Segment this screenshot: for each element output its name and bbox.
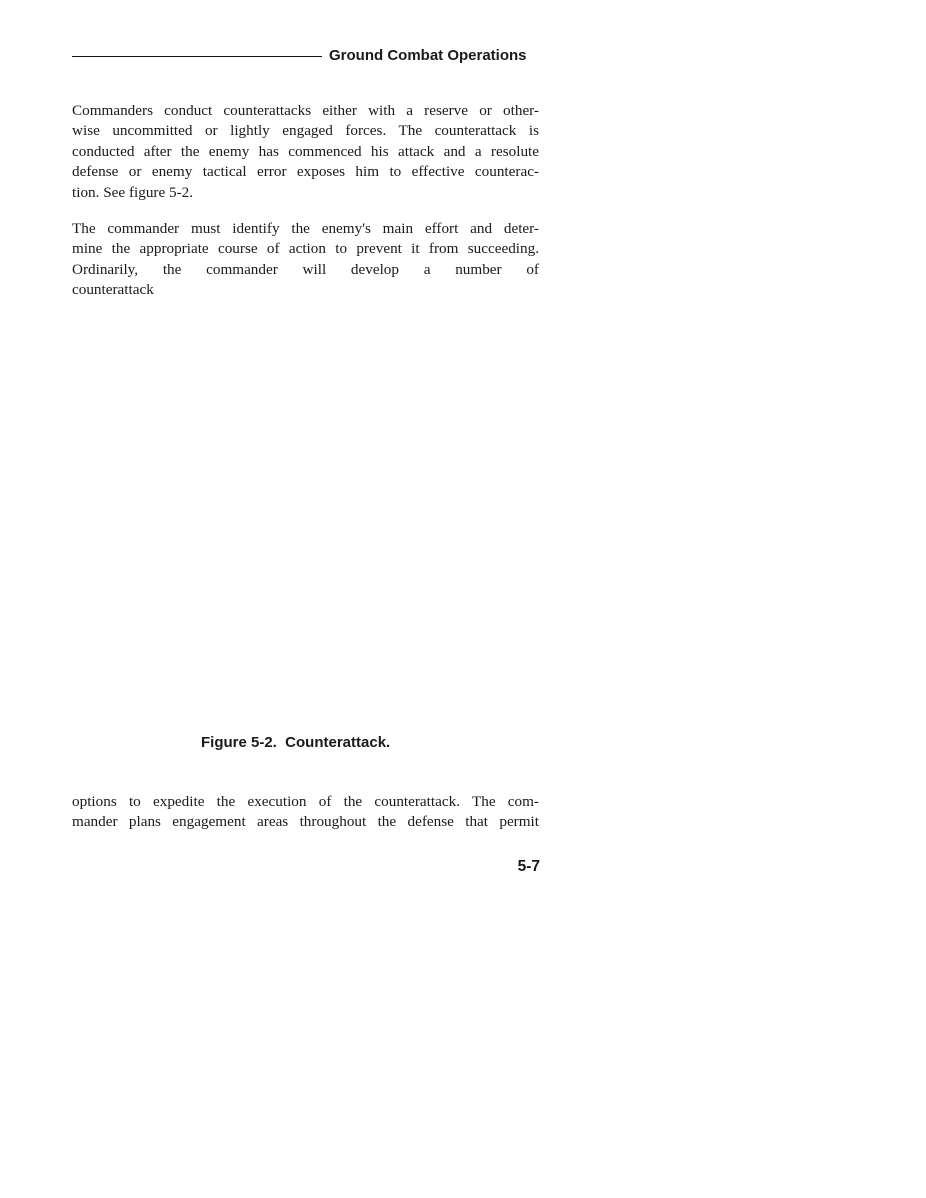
page-number: 5-7 [517,858,540,875]
paragraph-counterattack-intro [72,101,539,203]
text-line: counterattack [72,281,154,299]
text-line: mander plans engagement areas throughout the defense that permit [72,813,539,831]
header-rule [72,56,322,57]
paragraph-options [72,792,539,833]
running-header: Ground Combat Operations [329,47,527,64]
text-line: Ordinarily, the commander will develop a number of [72,260,539,278]
text-line: tion. See figure 5-2. [72,183,194,201]
text-line: wise uncommitted or lightly engaged forces. The counterattack is [72,122,539,140]
text-line: Commanders conduct counterattacks either with a reserve or other- [72,102,539,119]
figure-image-area [72,305,539,715]
text-line: options to expedite the execution of the counterattack. The com- [72,793,539,810]
text-line: conducted after the enemy has commenced his attack and a resolute [72,142,539,160]
text-line: mine the appropriate course of action to prevent it from succeeding. [72,240,539,258]
text-line: The commander must identify the enemy's main effort and deter- [72,220,539,237]
paragraph-main-effort [72,219,539,301]
figure-caption: Figure 5-2. Counterattack. [201,734,391,751]
text-line: defense or enemy tactical error exposes him to effective counterac- [72,163,539,181]
